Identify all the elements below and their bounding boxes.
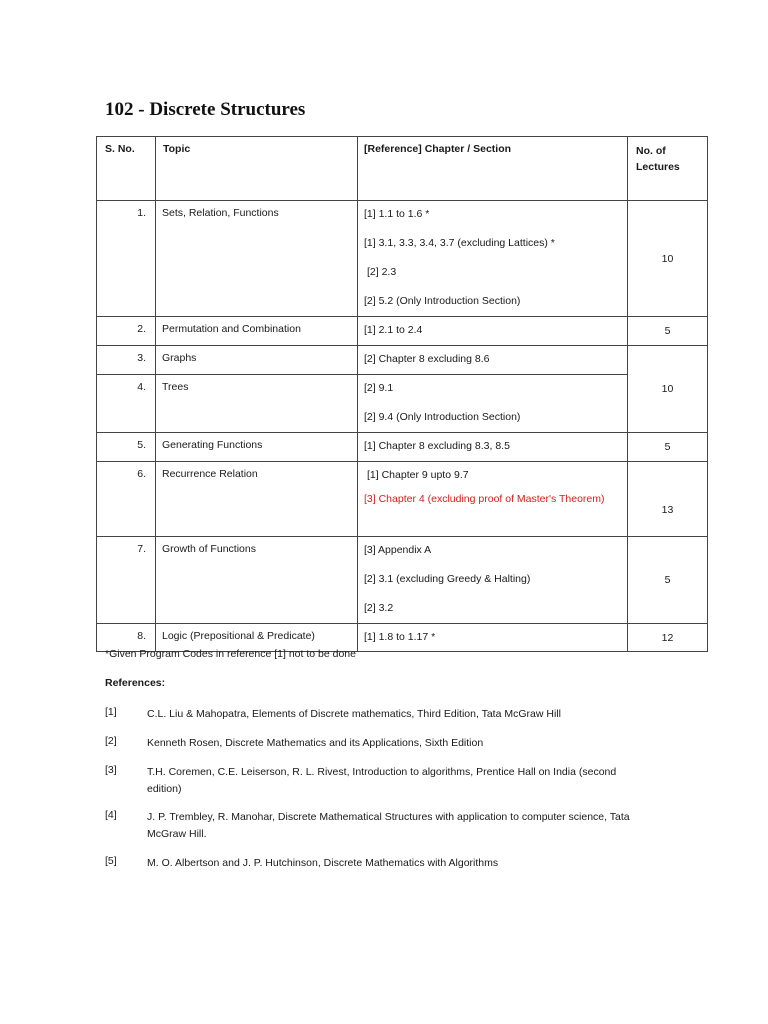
reference-line: [2] 5.2 (Only Introduction Section)	[364, 295, 521, 307]
row-lectures: 5	[628, 537, 708, 624]
reference-text: M. O. Albertson and J. P. Hutchinson, Discrete Mathematics with Algorithms	[147, 857, 499, 869]
page-title: 102 - Discrete Structures	[105, 99, 306, 120]
row-lectures: 5	[628, 317, 708, 346]
reference-line: [1] 3.1, 3.3, 3.4, 3.7 (excluding Lattices) *	[364, 237, 555, 249]
row-references	[358, 375, 628, 433]
table-row	[97, 346, 708, 375]
row-topic: Generating Functions	[156, 433, 358, 462]
header-lectures	[628, 137, 708, 201]
footnote: *Given Program Codes in reference [1] not to be done	[105, 648, 356, 660]
table-header-row	[97, 137, 708, 201]
header-reference: [Reference] Chapter / Section	[358, 137, 628, 201]
table-row	[97, 462, 708, 537]
row-topic: Sets, Relation, Functions	[156, 201, 358, 317]
header-sno: S. No.	[97, 137, 156, 201]
row-references	[358, 537, 628, 624]
row-lectures: 5	[628, 433, 708, 462]
row-references	[358, 462, 628, 537]
reference-line-highlighted: [3] Chapter 4 (excluding proof of Master's Theorem)	[364, 493, 605, 505]
row-topic: Permutation and Combination	[156, 317, 358, 346]
reference-number: [4]	[105, 809, 117, 821]
table-row	[97, 433, 708, 462]
reference-text: C.L. Liu & Mahopatra, Elements of Discrete mathematics, Third Edition, Tata McGraw Hill	[147, 708, 561, 720]
reference-line: [1] Chapter 9 upto 9.7	[367, 469, 469, 481]
reference-line: [2] 9.4 (Only Introduction Section)	[364, 411, 521, 423]
row-sno: 7.	[97, 537, 156, 624]
reference-number: [3]	[105, 764, 117, 776]
row-sno: 8.	[97, 624, 156, 652]
table-row	[97, 375, 708, 433]
reference-line: [2] Chapter 8 excluding 8.6	[364, 353, 490, 365]
row-sno: 1.	[97, 201, 156, 317]
reference-line: [1] 1.1 to 1.6 *	[364, 208, 430, 220]
references-heading: References:	[105, 677, 166, 689]
row-sno: 4.	[97, 375, 156, 433]
row-lectures: 12	[628, 624, 708, 652]
table-row	[97, 537, 708, 624]
row-sno: 6.	[97, 462, 156, 537]
header-topic: Topic	[156, 137, 358, 201]
row-lectures: 10	[628, 346, 708, 433]
row-sno: 5.	[97, 433, 156, 462]
reference-text: Kenneth Rosen, Discrete Mathematics and its Applications, Sixth Edition	[147, 737, 484, 749]
reference-line: [1] Chapter 8 excluding 8.3, 8.5	[364, 440, 510, 452]
row-sno: 2.	[97, 317, 156, 346]
reference-line: [2] 9.1	[364, 382, 394, 394]
row-references	[358, 201, 628, 317]
reference-text: J. P. Trembley, R. Manohar, Discrete Mathematical Structures with application to computer science, Tata McGraw Hill.	[147, 811, 630, 840]
reference-number: [1]	[105, 706, 117, 718]
row-references	[358, 624, 628, 652]
row-references	[358, 317, 628, 346]
table-row	[97, 201, 708, 317]
reference-line: [1] 2.1 to 2.4	[364, 324, 423, 336]
reference-text: T.H. Coremen, C.E. Leiserson, R. L. Rivest, Introduction to algorithms, Prentice Hall on India (second edition)	[147, 766, 617, 795]
row-sno: 3.	[97, 346, 156, 375]
reference-line: [2] 3.1 (excluding Greedy & Halting)	[364, 573, 531, 585]
reference-line: [2] 2.3	[367, 266, 397, 278]
row-references	[358, 433, 628, 462]
row-lectures: 10	[628, 201, 708, 317]
reference-line: [3] Appendix A	[364, 544, 432, 556]
row-references	[358, 346, 628, 375]
row-topic: Growth of Functions	[156, 537, 358, 624]
row-topic: Recurrence Relation	[156, 462, 358, 537]
row-topic: Graphs	[156, 346, 358, 375]
reference-number: [5]	[105, 855, 117, 867]
table-row	[97, 317, 708, 346]
row-lectures: 13	[628, 462, 708, 537]
header-lectures-line1: No. of	[636, 145, 666, 157]
reference-line: [2] 3.2	[364, 602, 394, 614]
reference-number: [2]	[105, 735, 117, 747]
reference-line: [1] 1.8 to 1.17 *	[364, 631, 436, 643]
syllabus-table	[96, 136, 708, 652]
row-topic: Trees	[156, 375, 358, 433]
row-topic: Logic (Prepositional & Predicate)	[156, 624, 358, 652]
header-lectures-line2: Lectures	[636, 161, 680, 173]
